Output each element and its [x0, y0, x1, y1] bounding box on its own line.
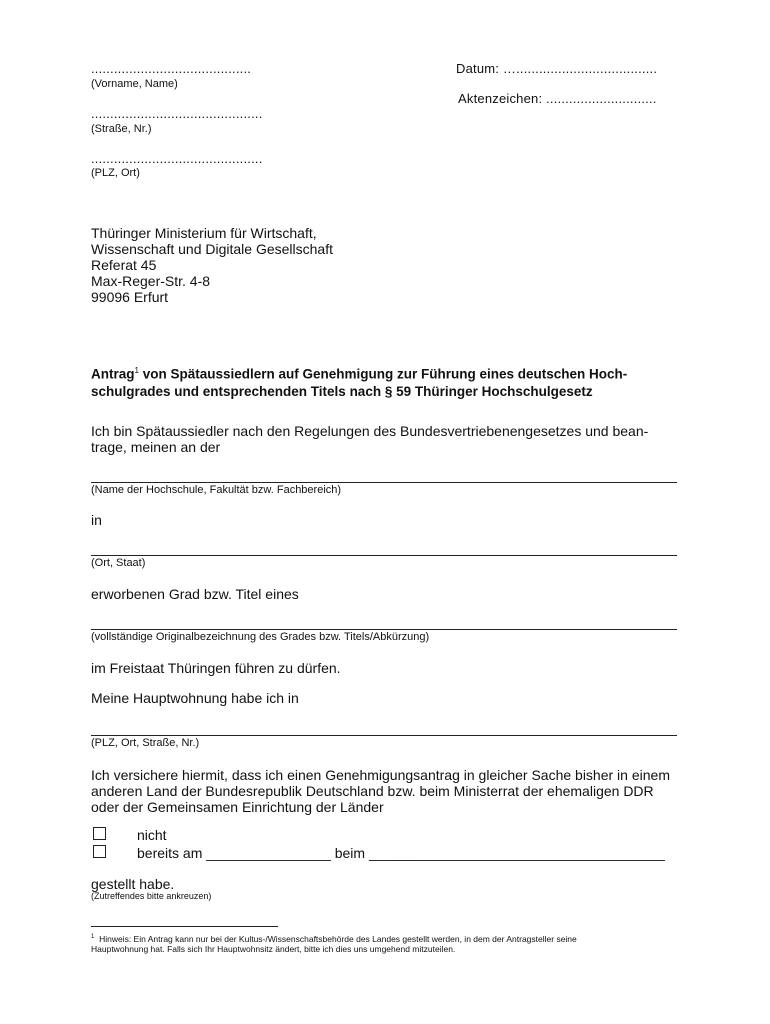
checkbox-hint: (Zutreffendes bitte ankreuzen)	[91, 891, 212, 901]
declaration-line: oder der Gemeinsamen Einrichtung der Länder	[91, 799, 384, 815]
city-field[interactable]: .............................................	[91, 151, 263, 166]
recipient-line: 99096 Erfurt	[91, 289, 169, 305]
option-already-text: bereits am ________________ beim __________	[137, 845, 447, 861]
footnote-marker: 1	[134, 366, 139, 375]
intro-line: trage, meinen an der	[91, 439, 221, 455]
university-input-line[interactable]	[91, 482, 677, 483]
degree-label: (vollständige Originalbezeichnung des Grades bzw. Titels/Abkürzung)	[91, 631, 430, 643]
recipient-line: Referat 45	[91, 257, 157, 273]
declaration-line: Ich versichere hiermit, dass ich einen Genehmigungsantrag in gleicher Sache bisher in einem	[91, 767, 670, 783]
degree-input-line[interactable]	[91, 629, 677, 630]
file-number-field[interactable]: Aktenzeichen: .............................	[458, 91, 657, 106]
filed-text: gestellt habe.	[91, 876, 175, 892]
residence-input-line[interactable]	[91, 735, 677, 736]
place-label: (Ort, Staat)	[91, 557, 146, 569]
recipient-line: Max-Reger-Str. 4-8	[91, 273, 211, 289]
option-not-label: nicht	[137, 827, 167, 843]
recipient-line: Thüringer Ministerium für Wirtschaft,	[91, 225, 317, 241]
thuringia-text: im Freistaat Thüringen führen zu dürfen.	[91, 660, 341, 676]
university-label: (Name der Hochschule, Fakultät bzw. Fachbereich)	[91, 484, 342, 496]
intro-line: Ich bin Spätaussiedler nach den Regelungen des Bundesvertriebenengesetzes und bean-	[91, 423, 649, 439]
title-line: schulgrades und entsprechenden Titels nach § 59 Thüringer Hochschulgesetz	[91, 383, 593, 399]
residence-intro: Meine Hauptwohnung habe ich in	[91, 690, 299, 706]
title-prefix: Antrag	[91, 366, 135, 382]
intro-text	[91, 423, 648, 455]
footnote-number: 1	[91, 934, 95, 941]
street-label: (Straße, Nr.)	[91, 123, 152, 135]
footnote-line: Hauptwohnung hat. Falls sich Ihr Hauptwohnsitz ändert, bitte ich dies uns umgehend mitzuteilen.	[91, 944, 456, 954]
residence-label: (PLZ, Ort, Straße, Nr.)	[91, 737, 200, 749]
place-input-line[interactable]	[91, 555, 677, 556]
degree-intro: erworbenen Grad bzw. Titel eines	[91, 586, 299, 602]
document-title	[91, 362, 627, 400]
name-field[interactable]: ..........................................	[91, 61, 252, 76]
street-field[interactable]: .............................................	[91, 106, 263, 121]
option-already-rest: ____________________________	[446, 845, 665, 861]
footnote-line: Hinweis: Ein Antrag kann nur bei der Kultus-/Wissenschaftsbehörde des Landes gestellt werden, in dem der Antragsteller seine	[99, 934, 577, 944]
title-line: von Spätaussiedlern auf Genehmigung zur Führung eines deutschen Hoch-	[138, 366, 628, 382]
footnote	[91, 934, 681, 954]
declaration-text	[91, 767, 670, 815]
date-field[interactable]: Datum: ….....................................	[456, 61, 658, 76]
declaration-line: anderen Land der Bundesrepublik Deutschland bzw. beim Ministerrat der ehemaligen DDR	[91, 783, 654, 799]
city-label: (PLZ, Ort)	[91, 167, 140, 179]
option-already-label	[137, 845, 665, 861]
not-filed-checkbox[interactable]	[93, 827, 106, 840]
name-label: (Vorname, Name)	[91, 78, 178, 90]
recipient-address	[91, 225, 333, 305]
in-text: in	[91, 512, 102, 528]
recipient-line: Wissenschaft und Digitale Gesellschaft	[91, 241, 333, 257]
footnote-separator	[91, 926, 278, 927]
already-filed-checkbox[interactable]	[93, 845, 106, 858]
